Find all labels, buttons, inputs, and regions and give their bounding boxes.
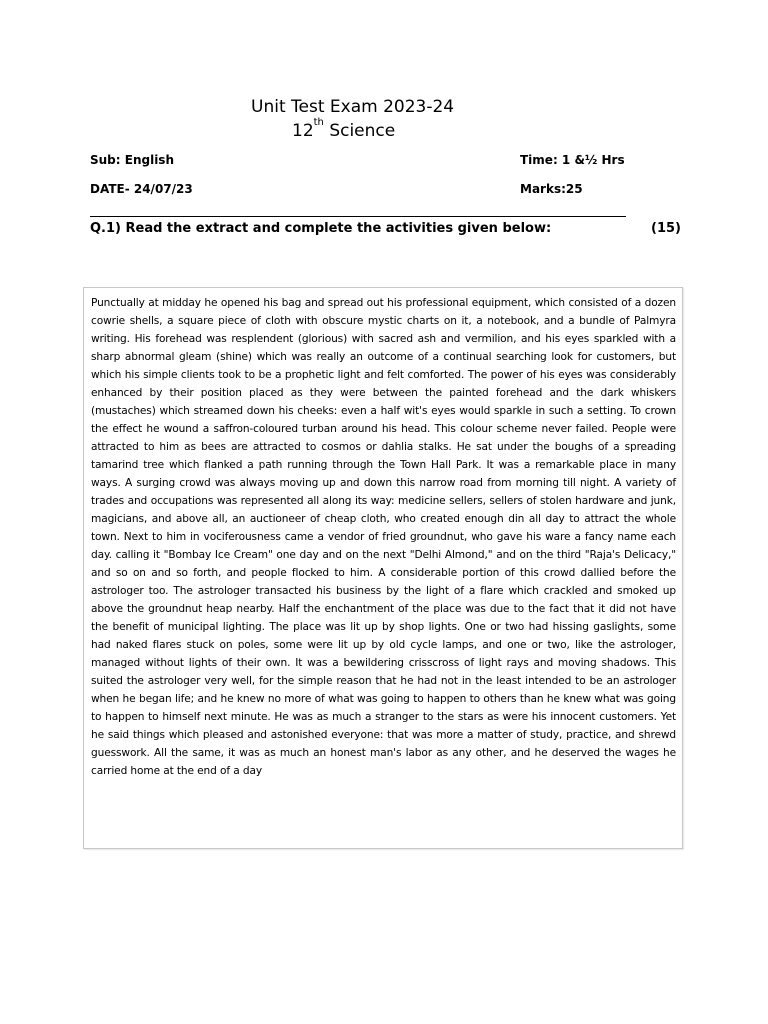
time-label: Time: 1 &½ Hrs bbox=[520, 153, 625, 167]
extract-box bbox=[83, 287, 683, 849]
question-label: Q.1) Read the extract and complete the activities given below: bbox=[90, 221, 552, 236]
exam-title: Unit Test Exam 2023-24 bbox=[251, 97, 455, 117]
class-subject: Science bbox=[329, 121, 396, 141]
class-number: 12 bbox=[292, 121, 314, 141]
class-title bbox=[292, 117, 492, 142]
subject-label: Sub: English bbox=[90, 153, 174, 167]
date-label: DATE- 24/07/23 bbox=[90, 182, 193, 196]
marks-label: Marks:25 bbox=[520, 182, 583, 196]
question-marks: (15) bbox=[651, 221, 681, 236]
class-suffix: th bbox=[313, 117, 324, 128]
extract-text: Punctually at midday he opened his bag and spread out his professional equipment, which consisted of a dozen cowrie shells, a square piece of cloth with obscure mystic charts on it, a notebook, and a bundle of Palmyra writing. His forehead was resplendent (glorious) with sacred ash and vermilion, and his eyes sparkled with a sharp abnormal gleam (shine) which was really an outcome of a continual searching look for customers, but which his simple clients took to be a prophetic light and felt comforted. The power of his eyes was considerably enhanced by their position placed as they were between the painted forehead and the dark whiskers (mustaches) which streamed down his cheeks: even a half wit's eyes would sparkle in such a setting. To crown the effect he wound a saffron-coloured turban around his head. This colour scheme never failed. People were attracted to him as bees are attracted to cosmos or dahlia stalks. He sat under the boughs of a spreading tamarind tree which flanked a path running through the Town Hall Park. It was a remarkable place in many ways. A surging crowd was always moving up and down this narrow road from morning till night. A variety of trades and occupations was represented all along its way: medicine sellers, sellers of stolen hardware and junk, magicians, and above all, an auctioneer of cheap cloth, who created enough din all day to attract the whole town. Next to him in vociferousness came a vendor of fried groundnut, who gave his ware a fancy name each day. calling it "Bombay Ice Cream" one day and on the next "Delhi Almond," and on the third "Raja's Delicacy," and so on and so forth, and people flocked to him. A considerable portion of this crowd dallied before the astrologer too. The astrologer transacted his business by the light of a flare which crackled and smoked up above the groundnut heap nearby. Half the enchantment of the place was due to the fact that it did not have the benefit of municipal lighting. The place was lit up by shop lights. One or two had hissing gaslights, some had naked flares stuck on poles, some were lit up by old cycle lamps, and one or two, like the astrologer, managed without lights of their own. It was a bewildering crisscross of light rays and moving shadows. This suited the astrologer very well, for the simple reason that he had not in the least intended to be an astrologer when he began life; and he knew no more of what was going to happen to others than he knew what was going to happen to himself next minute. He was as much a stranger to the stars as were his innocent customers. Yet he said things which pleased and astonished everyone: that was more a matter of study, practice, and shrewd guesswork. All the same, it was as much an honest man's labor as any other, and he deserved the wages he carried home at the end of a day bbox=[91, 297, 676, 777]
separator-line bbox=[90, 216, 626, 217]
